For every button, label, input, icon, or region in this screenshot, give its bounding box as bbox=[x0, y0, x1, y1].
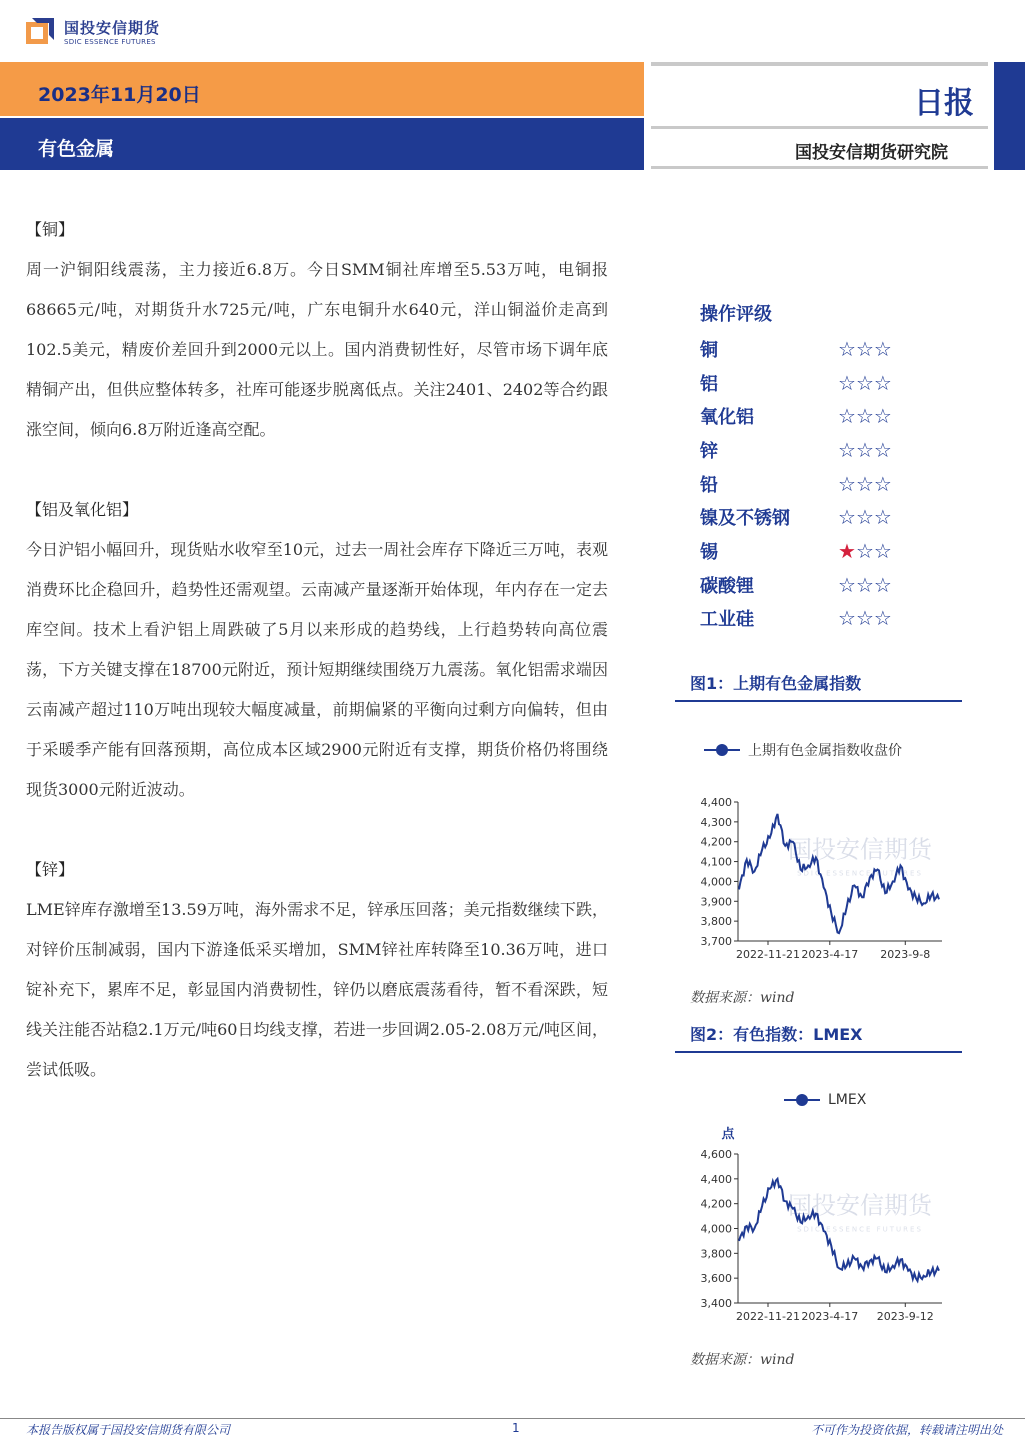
logo-name-cn: 国投安信期货 bbox=[64, 18, 161, 37]
rating-row bbox=[700, 433, 892, 467]
star-empty-icon: ☆ bbox=[838, 404, 856, 429]
rating-stars-icon bbox=[838, 337, 892, 361]
y-tick-label: 4,200 bbox=[700, 1197, 732, 1211]
figure2-title: 图2：有色指数：LMEX bbox=[690, 1025, 863, 1044]
y-tick-label: 4,600 bbox=[700, 1148, 732, 1161]
report-body bbox=[26, 210, 608, 1090]
star-empty-icon: ☆ bbox=[838, 336, 856, 361]
star-empty-icon: ☆ bbox=[873, 606, 892, 631]
star-empty-icon: ☆ bbox=[873, 437, 892, 462]
y-axis-label: 点 bbox=[721, 1127, 735, 1142]
star-empty-icon: ☆ bbox=[873, 505, 892, 530]
x-tick-label: 2023-9-12 bbox=[876, 1310, 934, 1323]
report-type: 日报 bbox=[914, 86, 974, 121]
y-tick-label: 4,400 bbox=[700, 1172, 732, 1186]
y-tick-label: 4,200 bbox=[700, 835, 732, 849]
x-tick-label: 2022-11-21 bbox=[736, 948, 800, 961]
star-empty-icon: ☆ bbox=[838, 370, 856, 395]
header-divider bbox=[651, 166, 988, 169]
y-tick-label: 3,800 bbox=[700, 915, 732, 929]
rating-row bbox=[700, 366, 892, 400]
star-empty-icon: ☆ bbox=[855, 505, 874, 530]
y-tick-label: 3,800 bbox=[700, 1247, 732, 1261]
report-category: 有色金属 bbox=[38, 138, 115, 160]
star-empty-icon: ☆ bbox=[838, 606, 856, 631]
star-empty-icon: ☆ bbox=[873, 572, 892, 597]
y-tick-label: 4,000 bbox=[700, 875, 732, 889]
rating-stars-icon bbox=[838, 371, 892, 395]
legend-marker-icon bbox=[704, 749, 740, 751]
rating-name: 镍及不锈钢 bbox=[700, 508, 790, 530]
star-empty-icon: ☆ bbox=[855, 336, 874, 361]
figure1-rule bbox=[675, 700, 962, 702]
star-empty-icon: ☆ bbox=[855, 437, 874, 462]
x-tick-label: 2022-11-21 bbox=[736, 1310, 800, 1323]
rating-stars-icon bbox=[838, 505, 892, 529]
watermark-text: 国投安信期货 bbox=[788, 1191, 932, 1220]
rating-row bbox=[700, 399, 892, 433]
rating-name: 铅 bbox=[700, 474, 718, 496]
header-divider bbox=[651, 62, 988, 66]
figure1-legend bbox=[704, 740, 902, 760]
company-logo bbox=[26, 18, 160, 48]
figure1-title: 图1：上期有色金属指数 bbox=[690, 674, 862, 693]
rating-row bbox=[700, 500, 892, 534]
star-empty-icon: ☆ bbox=[838, 505, 856, 530]
figure1-source: 数据来源：wind bbox=[690, 990, 795, 1006]
rating-stars-icon bbox=[838, 438, 892, 462]
star-empty-icon: ☆ bbox=[838, 572, 856, 597]
y-tick-label: 3,900 bbox=[700, 895, 732, 909]
x-tick-label: 2023-4-17 bbox=[801, 1310, 859, 1323]
footer-divider bbox=[0, 1418, 1025, 1419]
rating-stars-icon bbox=[838, 472, 892, 496]
section-title-copper: 【铜】 bbox=[26, 220, 75, 239]
rating-row bbox=[700, 602, 892, 636]
star-empty-icon: ☆ bbox=[855, 370, 874, 395]
star-empty-icon: ☆ bbox=[873, 471, 892, 496]
y-tick-label: 3,600 bbox=[700, 1272, 732, 1286]
legend-label: 上期有色金属指数收盘价 bbox=[748, 743, 902, 759]
ratings-title: 操作评级 bbox=[700, 304, 772, 325]
star-empty-icon: ☆ bbox=[838, 471, 856, 496]
star-empty-icon: ☆ bbox=[855, 538, 874, 563]
section-title-zinc: 【锌】 bbox=[26, 860, 75, 879]
ratings-table bbox=[700, 298, 892, 635]
logo-mark-icon bbox=[26, 18, 56, 48]
figure2-source: 数据来源：wind bbox=[690, 1352, 795, 1368]
star-empty-icon: ☆ bbox=[855, 606, 874, 631]
star-filled-icon: ★ bbox=[838, 538, 856, 563]
y-tick-label: 4,000 bbox=[700, 1222, 732, 1236]
y-tick-label: 4,400 bbox=[700, 796, 732, 809]
rating-row bbox=[700, 534, 892, 568]
logo-name-en: SDIC ESSENCE FUTURES bbox=[64, 37, 156, 46]
rating-name: 工业硅 bbox=[700, 609, 754, 631]
figure1-chart bbox=[680, 790, 960, 970]
page-number: 1 bbox=[512, 1421, 520, 1435]
figure2-legend bbox=[784, 1092, 866, 1108]
star-empty-icon: ☆ bbox=[873, 370, 892, 395]
rating-row bbox=[700, 467, 892, 501]
legend-label: LMEX bbox=[828, 1092, 867, 1108]
y-tick-label: 4,100 bbox=[700, 855, 732, 869]
x-tick-label: 2023-4-17 bbox=[801, 948, 859, 961]
report-date: 2023年11月20日 bbox=[38, 84, 201, 106]
star-empty-icon: ☆ bbox=[855, 471, 874, 496]
section-body-copper: 周一沪铜阳线震荡，主力接近6.8万。今日SMM铜社库增至5.53万吨，电铜报68665元/吨，对期货升水725元/吨，广东电铜升水640元，洋山铜溢价走高到102.5美元，精废价差回升到2000元以上。国内消费韧性好，尽管市场下调年底精铜产出，但供应整体转多，社库可能逐步脱离低点。关注2401、2402等合约跟涨空间，倾向6.8万附近逢高空配。 bbox=[26, 260, 608, 439]
star-empty-icon: ☆ bbox=[873, 404, 892, 429]
figure2-rule bbox=[675, 1051, 962, 1053]
watermark-text: SDIC ESSENCE FUTURES bbox=[797, 869, 923, 878]
star-empty-icon: ☆ bbox=[838, 437, 856, 462]
watermark-text: SDIC ESSENCE FUTURES bbox=[797, 1225, 923, 1234]
rating-stars-icon bbox=[838, 573, 892, 597]
institute-name: 国投安信期货研究院 bbox=[795, 143, 948, 163]
section-body-aluminium: 今日沪铝小幅回升，现货贴水收窄至10元，过去一周社会库存下降近三万吨，表观消费环比企稳回升，趋势性还需观望。云南减产量逐渐开始体现，年内存在一定去库空间。技术上看沪铝上周跌破了5月以来形成的趋势线，上行趋势转向高位震荡，下方关键支撑在18700元附近，预计短期继续围绕万九震荡。氧化铝需求端因云南减产超过110万吨出现较大幅度减量，前期偏紧的平衡向过剩方向偏转，但由于采暖季产能有回落预期，高位成本区域2900元附近有支撑，期货价格仍将围绕现货3000元附近波动。 bbox=[26, 540, 608, 799]
rating-stars-icon bbox=[838, 539, 892, 563]
rating-name: 碳酸锂 bbox=[700, 575, 754, 597]
rating-row bbox=[700, 568, 892, 602]
y-tick-label: 4,300 bbox=[700, 815, 732, 829]
rating-name: 氧化铝 bbox=[700, 407, 754, 429]
star-empty-icon: ☆ bbox=[855, 404, 874, 429]
star-empty-icon: ☆ bbox=[873, 336, 892, 361]
rating-name: 铜 bbox=[700, 339, 718, 361]
y-tick-label: 3,400 bbox=[700, 1297, 732, 1310]
figure2-chart bbox=[680, 1112, 960, 1334]
rating-name: 铝 bbox=[700, 373, 718, 395]
section-title-aluminium: 【铝及氧化铝】 bbox=[26, 500, 139, 519]
rating-stars-icon bbox=[838, 606, 892, 630]
star-empty-icon: ☆ bbox=[873, 538, 892, 563]
star-empty-icon: ☆ bbox=[855, 572, 874, 597]
x-tick-label: 2023-9-8 bbox=[880, 948, 931, 961]
rating-stars-icon bbox=[838, 404, 892, 428]
footer-copyright: 本报告版权属于国投安信期货有限公司 bbox=[26, 1423, 231, 1437]
footer-disclaimer: 不可作为投资依据，转载请注明出处 bbox=[810, 1423, 1003, 1437]
y-tick-label: 3,700 bbox=[700, 935, 732, 948]
watermark-text: 国投安信期货 bbox=[788, 835, 932, 864]
section-body-zinc: LME锌库存激增至13.59万吨，海外需求不足，锌承压回落；美元指数继续下跌，对锌价压制减弱，国内下游逢低采买增加，SMM锌社库转降至10.36万吨，进口锭补充下，累库不足，彰显国内消费韧性，锌仍以磨底震荡看待，暂不看深跌，短线关注能否站稳2.1万元/吨60日均线支撑，若进一步回调2.05-2.08万元/吨区间，尝试低吸。 bbox=[26, 900, 608, 1079]
legend-marker-icon bbox=[784, 1099, 820, 1101]
rating-row bbox=[700, 332, 892, 366]
header-accent-block bbox=[994, 62, 1025, 170]
header-divider bbox=[651, 126, 988, 129]
rating-name: 锡 bbox=[700, 541, 718, 563]
rating-name: 锌 bbox=[700, 440, 718, 462]
